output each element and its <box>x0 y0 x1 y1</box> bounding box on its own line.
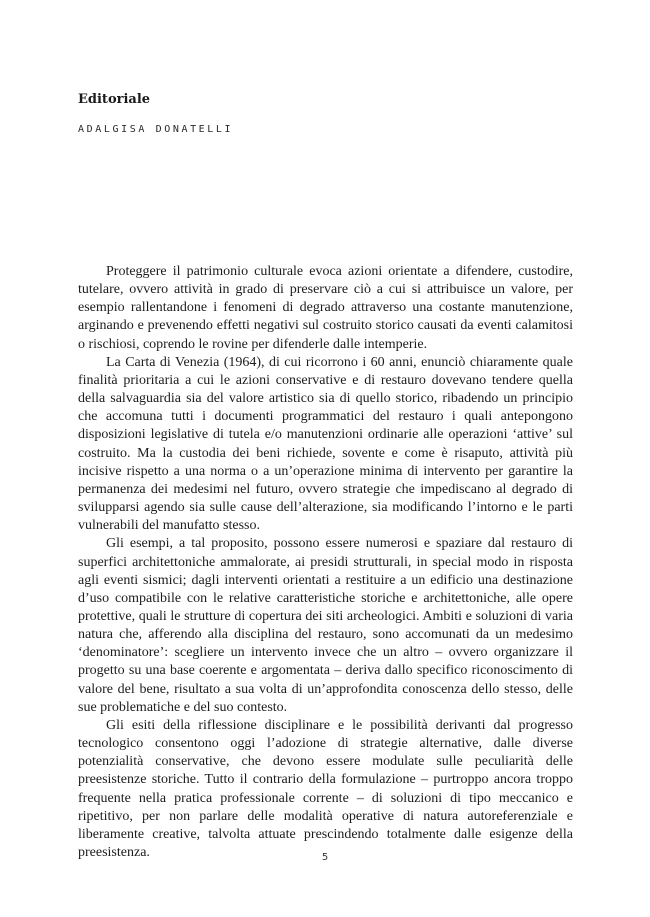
paragraph: Gli esempi, a tal proposito, possono essere numerosi e spaziare dal restauro di superfici architettoniche ammalorate, ai presidi strutturali, in special modo in risposta agli eventi sismici; dagli interventi orientati a restituire a un edificio una destinazione d’uso compatibile con le relative caratteristiche storiche e architettoniche, alle opere protettive, quali le strutture di copertura dei siti archeologici. Ambiti e soluzioni di varia natura che, afferendo alla disciplina del restauro, sono accomunati da un medesimo ‘denominatore’: scegliere un intervento invece che un altro – ovvero organizzare il progetto su una base coerente e argomentata – deriva dallo specifico riconoscimento di valore del bene, risultato a sua volta di un’approfondita conoscenza dello stesso, delle sue problematiche e del suo contesto. <box>78 536 573 715</box>
paragraph: Proteggere il patrimonio culturale evoca azioni orientate a difendere, custodire, tutelare, ovvero attività in grado di preservare ciò a cui si attribuisce un valore, per esempio rallentandone i fenomeni di degrado attraverso una costante manutenzione, arginando e prevenendo effetti negativi sul costruito storico causati da eventi calamitosi o rischiosi, coprendo le rovine per difenderle dalle intemperie. <box>78 264 573 352</box>
author-name: ADALGISA DONATELLI <box>78 124 234 135</box>
paragraph: La Carta di Venezia (1964), di cui ricorrono i 60 anni, enunciò chiaramente quale finalità prioritaria a cui le azioni conservative e di restauro dovevano tendere quella della salvaguardia sia del valore artistico sia di quello storico, ribadendo un principio che accomuna tutti i documenti programmatici del restauro i quali antepongono disposizioni legislative di tutela e/o manutenzioni ordinarie alle operazioni ‘attive’ sul costruito. Ma la custodia dei beni richiede, sovente e come è risaputo, attività più incisive rispetto a una norma o a un’operazione minima di intervento per garantire la permanenza dei medesimi nel futuro, ovvero strategie che impediscano al degrado di svilupparsi agendo sia sulle cause dell’alterazione, sia modificando l’intorno e le parti vulnerabili del manufatto stesso. <box>78 354 573 534</box>
page-number: 5 <box>321 852 329 863</box>
article-body <box>78 263 573 862</box>
section-title: Editoriale <box>78 92 151 107</box>
paragraph: Gli esiti della riflessione disciplinare e le possibilità derivanti dal progresso tecnologico consentono oggi l’adozione di strategie alternative, dalle diverse potenzialità conservative, che devono essere modulate sulle peculiarità delle preesistenze storiche. Tutto il contrario della formulazione – purtroppo ancora troppo frequente nella pratica professionale corrente – di soluzioni di tipo meccanico e ripetitivo, per non parlare delle modalità operative di natura autoreferenziale e liberamente creative, talvolta attuate prescindendo totalmente dalle esigenze della preesistenza. <box>78 717 573 860</box>
